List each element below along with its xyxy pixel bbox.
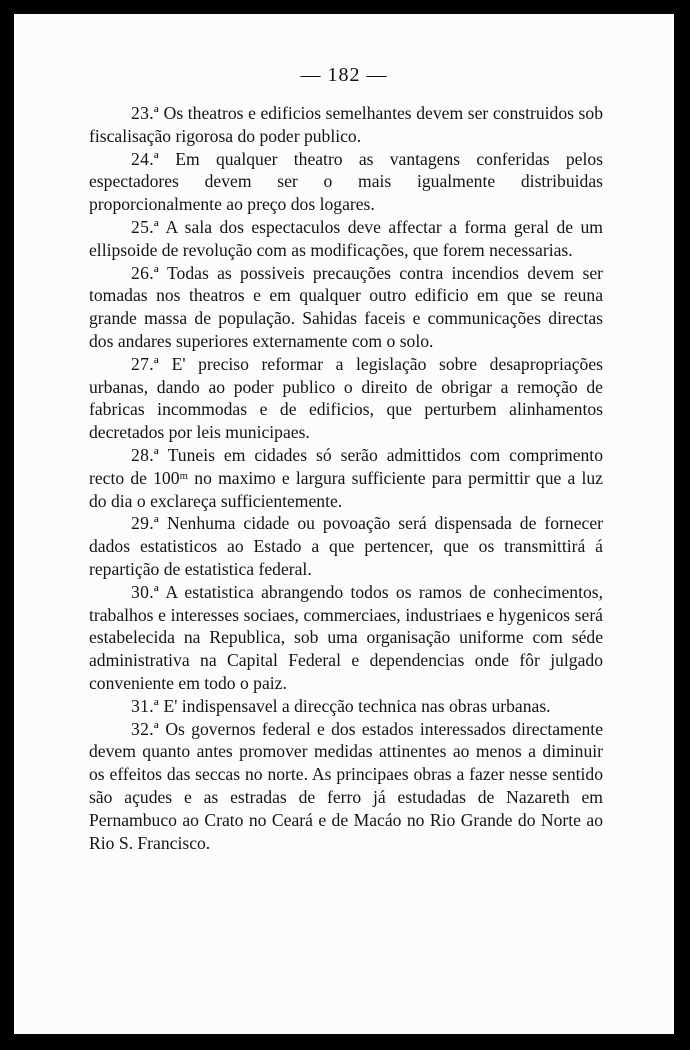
paragraph-text: Em qualquer theatro as vantagens conferidas pelos espectadores devem ser o mais igualmente distribuidas proporcionalmente ao preço dos logares. (89, 148, 603, 215)
paragraph-26 (89, 262, 603, 353)
paragraph-number: 28.ª (131, 444, 160, 465)
paragraph-text: A estatistica abrangendo todos os ramos de conhecimentos, trabalhos e interesses sociaes, commerciaes, industriaes e hygenicos será estabelecida na Republica, sob uma organisação uniforme com séde administrativa na Capital Federal e dependencias onde fôr julgado conveniente em todo o paiz. (89, 581, 603, 693)
paragraph-text: Tuneis em cidades só serão admittidos com comprimento recto de 100ᵐ no maximo e largura sufficiente para permittir que a luz do dia o exclareça sufficientemente. (89, 444, 603, 511)
paragraph-text: Nenhuma cidade ou povoação será dispensada de fornecer dados estatisticos ao Estado a que pertencer, que os transmittirá á repartição de estatistica federal. (89, 513, 603, 579)
paragraph-number: 27.ª (131, 353, 160, 374)
paragraph-text: A sala dos espectaculos deve affectar a forma geral de um ellipsoide de revolução com as modificações, que forem necessarias. (89, 216, 603, 260)
paragraph-number: 30.ª (131, 581, 160, 602)
paragraph-27 (89, 353, 603, 444)
paragraph-text: E' indispensavel a direcção technica nas obras urbanas. (159, 695, 551, 716)
paragraph-32 (89, 718, 603, 855)
paragraph-number: 32.ª (131, 718, 160, 739)
document-page (14, 14, 674, 1034)
paragraph-30 (89, 581, 603, 695)
paragraph-number: 29.ª (131, 513, 160, 534)
paragraph-text: Os theatros e edificios semelhantes devem ser construidos sob fiscalisação rigorosa do poder publico. (89, 103, 603, 146)
paragraph-31 (89, 695, 603, 718)
paragraph-number: 26.ª (131, 262, 160, 283)
paragraph-number: 31.ª (131, 695, 160, 716)
paragraph-23 (89, 102, 603, 148)
page-number: — 182 — (300, 64, 388, 86)
paragraph-25 (89, 216, 603, 262)
paragraph-number: 24.ª (131, 148, 160, 169)
paragraph-text: Todas as possiveis precauções contra incendios devem ser tomadas nos theatros e em qualquer outro edificio em que se reuna grande massa de população. Sahidas faceis e communicações directas dos andares superiores externamente com o solo. (89, 262, 603, 351)
paragraph-text: Os governos federal e dos estados interessados directamente devem quanto antes promover medidas attinentes ao menos a diminuir os effeitos das seccas no norte. As principaes obras a fazer nesse sentido são açudes e as estradas de ferro já estudadas de Nazareth em Pernambuco ao Crato no Ceará e de Macáo no Rio Grande do Norte ao Rio S. Francisco. (89, 718, 603, 853)
paragraph-29 (89, 512, 603, 580)
paragraph-number: 25.ª (131, 216, 160, 237)
paragraph-28 (89, 444, 603, 512)
paragraph-number: 23.ª (131, 103, 160, 123)
paragraph-text: E' preciso reformar a legislação sobre desapropriações urbanas, dando ao poder publico o direito de obrigar a remoção de fabricas incommodas e de edificios, que perturbem alinhamentos decretados por leis municipaes. (89, 353, 603, 443)
body-text (89, 102, 603, 854)
paragraph-24 (89, 148, 603, 216)
